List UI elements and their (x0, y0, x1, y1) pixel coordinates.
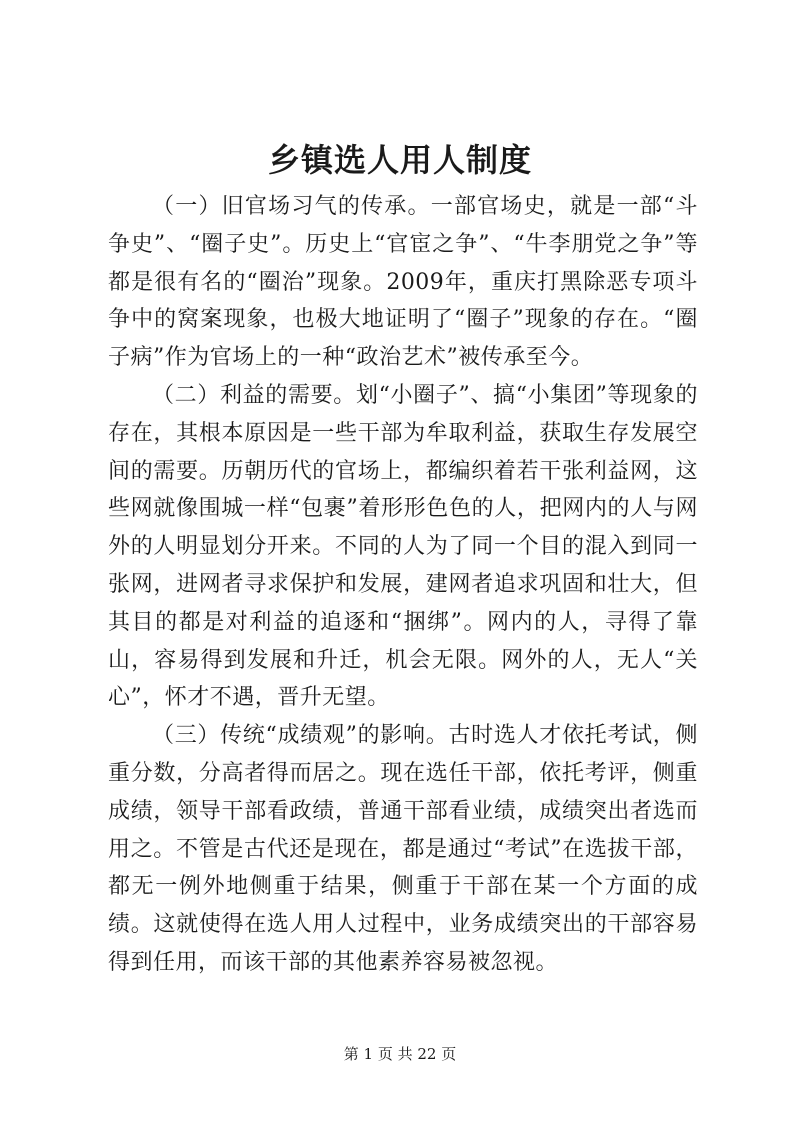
paragraph-1: （一）旧官场习气的传承。一部官场史，就是一部“斗争史”、“圈子史”。历史上“官宦之争”、“牛李朋党之争”等都是很有名的“圈治”现象。2009年，重庆打黑除恶专项斗争中的窝案现象，也极大地证明了“圈子”现象的存在。“圈子病”作为官场上的一种“政治艺术”被传承至今。 (108, 194, 698, 371)
paragraph-3: （三）传统“成绩观”的影响。古时选人才依托考试，侧重分数，分高者得而居之。现在选任干部，依托考评，侧重成绩，领导干部看政绩，普通干部看业绩，成绩突出者选而用之。不管是古代还是现在，都是通过“考试”在选拔干部，都无一例外地侧重于结果，侧重于干部在某一个方面的成绩。这就使得在选人用人过程中，业务成绩突出的干部容易得到任用，而该干部的其他素养容易被忽视。 (108, 723, 698, 975)
paragraph-2: （二）利益的需要。划“小圈子”、搞“小集团”等现象的存在，其根本原因是一些干部为牟取利益，获取生存发展空间的需要。历朝历代的官场上，都编织着若干张利益网，这些网就像围城一样“包裹”着形形色色的人，把网内的人与网外的人明显划分开来。不同的人为了同一个目的混入到同一张网，进网者寻求保护和发展，建网者追求巩固和壮大，但其目的都是对利益的追逐和“捆绑”。网内的人，寻得了靠山，容易得到发展和升迁，机会无限。网外的人，无人“关心”，怀才不遇，晋升无望。 (108, 382, 698, 711)
document-body (108, 188, 698, 982)
page-number: 第 1 页 共 22 页 (343, 1045, 457, 1063)
document-title: 乡镇选人用人制度 (267, 141, 532, 179)
